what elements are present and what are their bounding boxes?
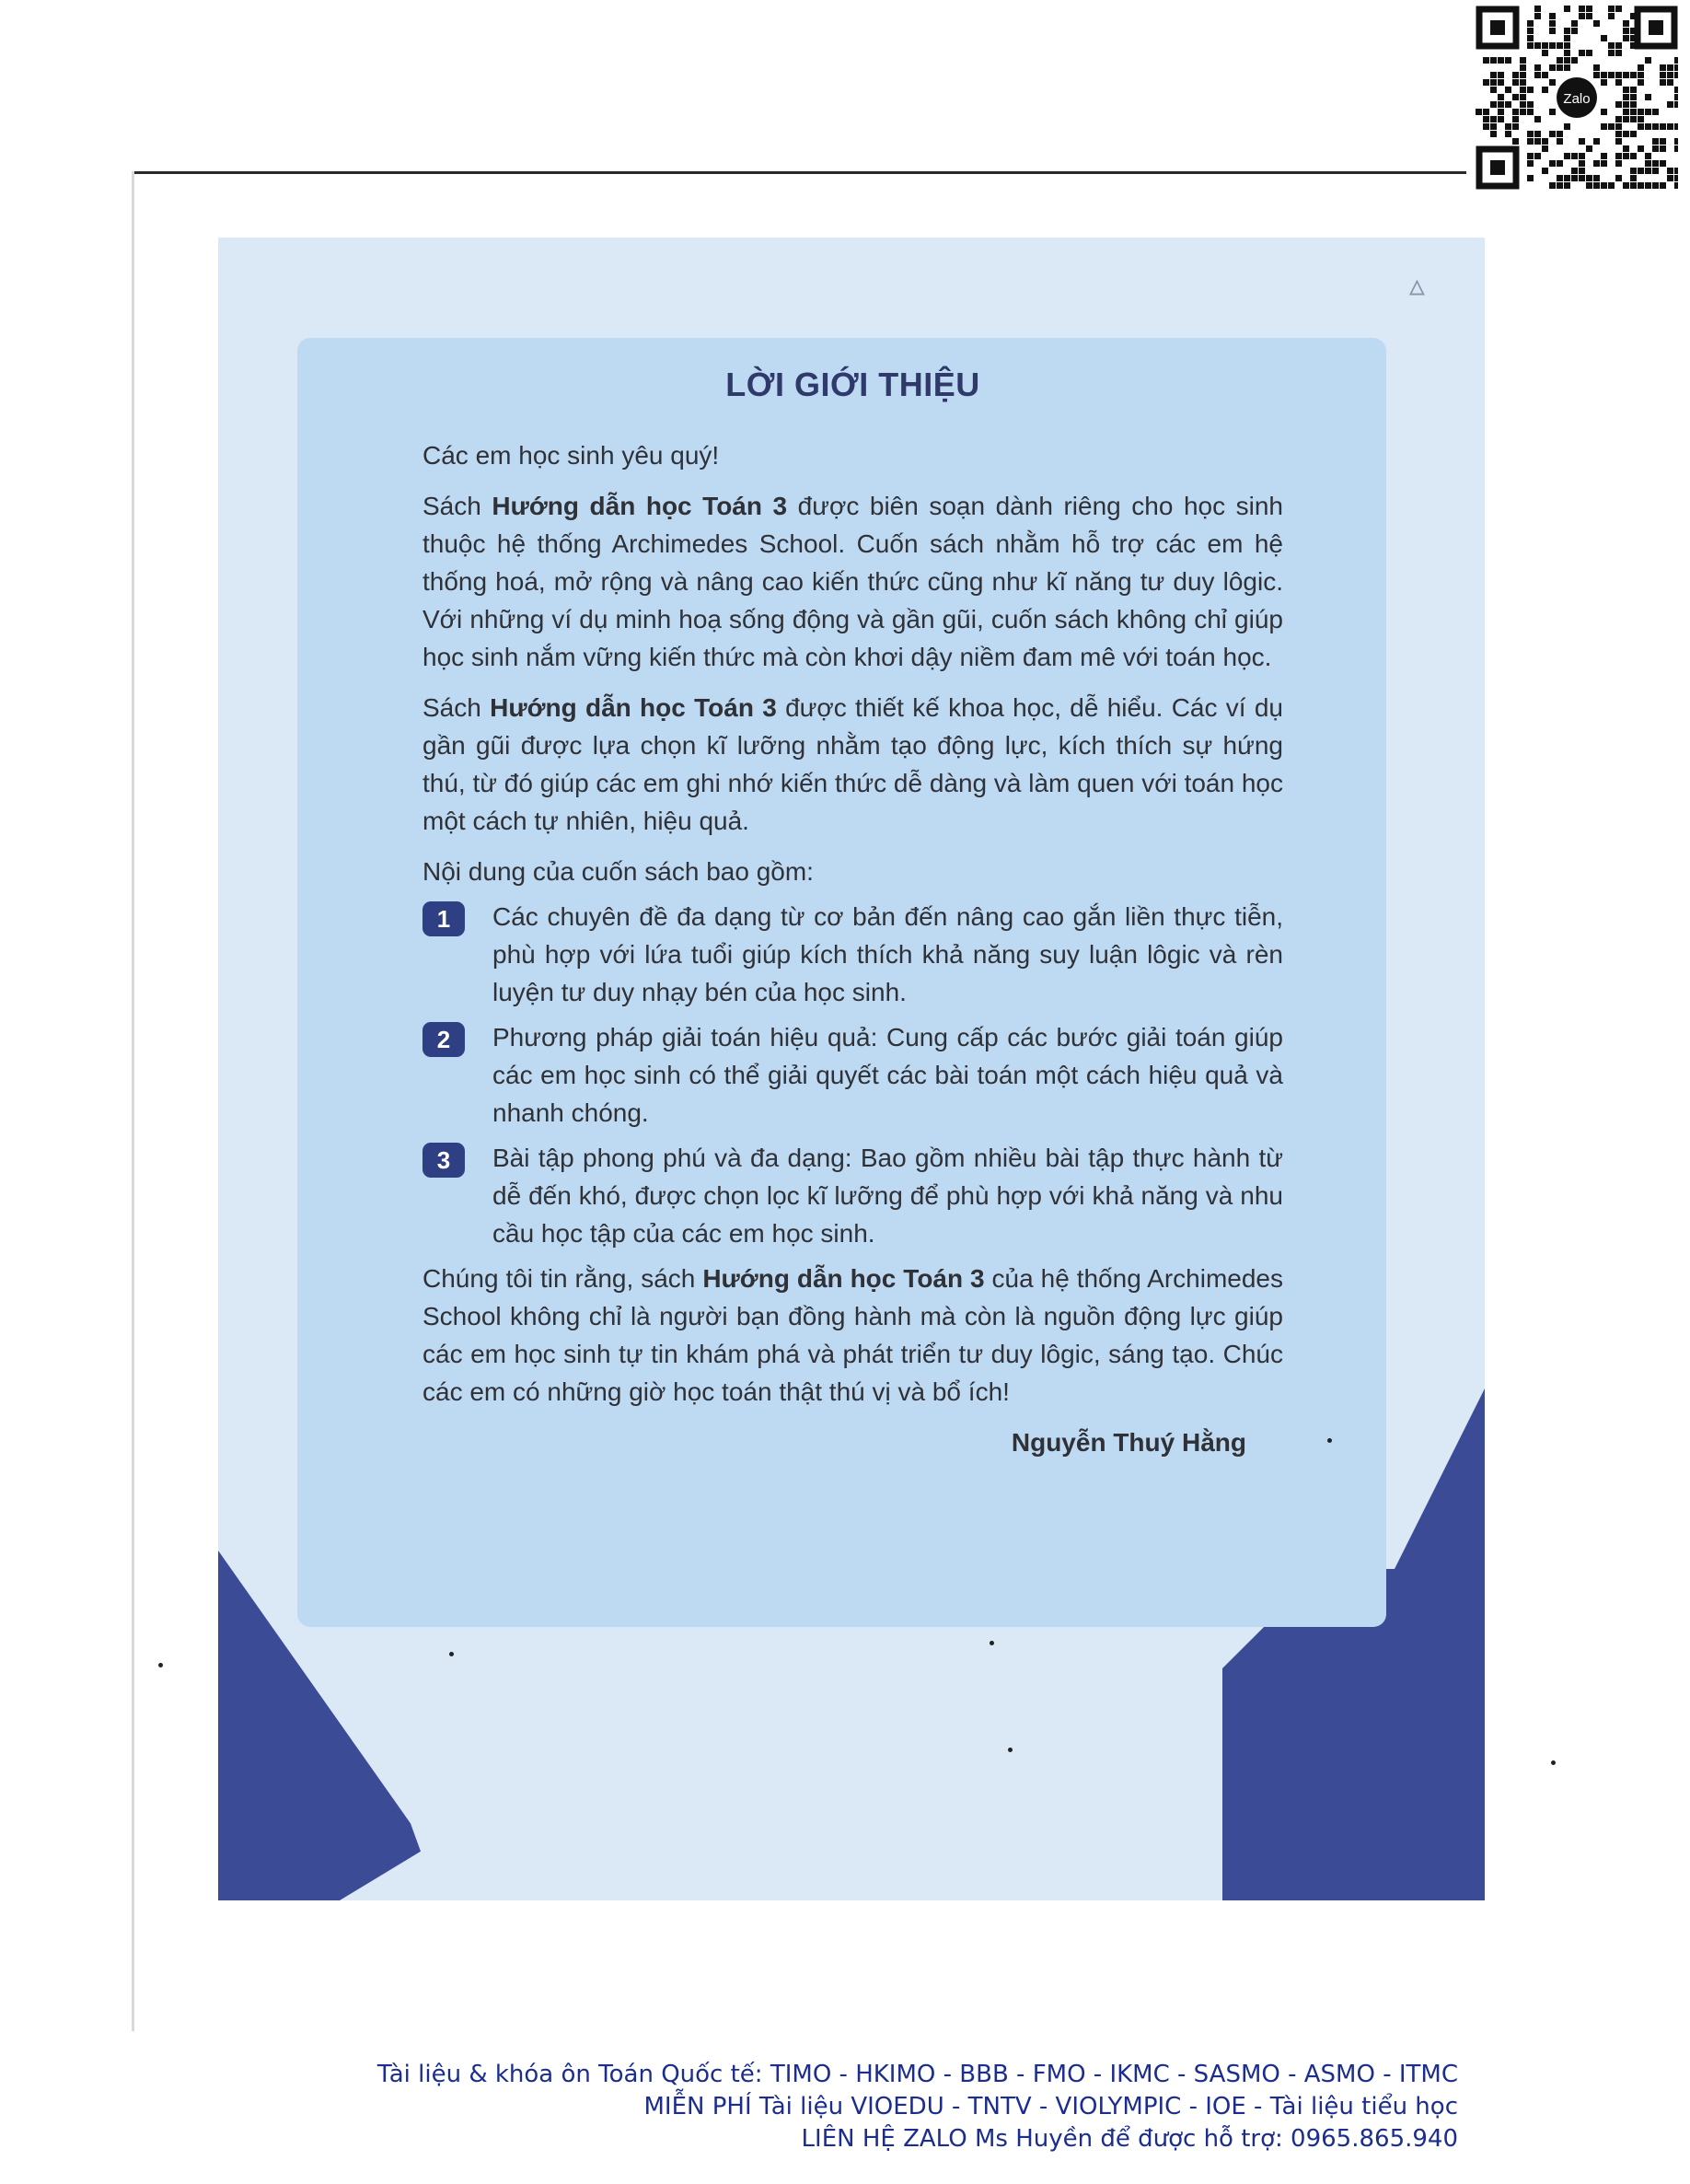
qr-module <box>1564 42 1570 49</box>
qr-module <box>1615 123 1622 130</box>
qr-module <box>1674 101 1678 108</box>
qr-module <box>1490 116 1497 122</box>
qr-module <box>1527 42 1534 49</box>
qr-module <box>1527 101 1534 108</box>
qr-module <box>1534 72 1541 78</box>
closing-paragraph <box>422 1260 1283 1411</box>
qr-module <box>1601 79 1607 86</box>
qr-module <box>1557 182 1563 189</box>
qr-module <box>1527 138 1534 145</box>
qr-module <box>1593 182 1600 189</box>
qr-module <box>1586 50 1592 56</box>
qr-module <box>1549 79 1556 86</box>
qr-module <box>1483 57 1489 64</box>
scan-edge-top <box>132 171 1466 174</box>
qr-module <box>1652 123 1659 130</box>
qr-module <box>1586 6 1592 12</box>
qr-module <box>1579 175 1585 181</box>
qr-module <box>1527 175 1534 181</box>
qr-module <box>1571 28 1578 34</box>
closing-text: của hệ thống Archimedes School không chỉ là người bạn đồng hành mà còn là nguồn động lực giúp các em học sinh tự tin khám phá và phát triển tư duy lôgic, sáng tạo. Chúc các em có những giờ học toán thật thú vị và bổ ích! <box>422 1264 1284 1406</box>
qr-module <box>1483 123 1489 130</box>
qr-module <box>1498 57 1504 64</box>
qr-module <box>1505 123 1511 130</box>
qr-module <box>1652 182 1659 189</box>
qr-module <box>1638 79 1644 86</box>
qr-module <box>1549 182 1556 189</box>
corner-triangle-icon: ▵ <box>1408 267 1425 304</box>
qr-module <box>1549 28 1556 34</box>
qr-module <box>1549 42 1556 49</box>
qr-module <box>1520 57 1526 64</box>
book-title: Hướng dẫn học Toán 3 <box>492 492 788 520</box>
qr-module <box>1630 175 1637 181</box>
closing-prefix: Chúng tôi tin rằng, sách <box>422 1264 703 1293</box>
qr-module <box>1660 64 1666 71</box>
qr-module <box>1615 79 1622 86</box>
qr-module <box>1476 109 1482 115</box>
qr-module <box>1638 109 1644 115</box>
qr-module <box>1630 131 1637 137</box>
qr-module <box>1579 50 1585 56</box>
qr-module <box>1498 116 1504 122</box>
qr-module <box>1601 160 1607 167</box>
qr-module <box>1564 175 1570 181</box>
scan-speck <box>449 1652 454 1656</box>
qr-module <box>1520 79 1526 86</box>
qr-module <box>1534 153 1541 159</box>
qr-module <box>1520 101 1526 108</box>
qr-module <box>1674 123 1678 130</box>
scan-speck <box>990 1641 994 1645</box>
qr-module <box>1593 72 1600 78</box>
qr-module <box>1667 72 1673 78</box>
qr-module <box>1593 138 1600 145</box>
qr-module <box>1593 160 1600 167</box>
qr-module <box>1490 57 1497 64</box>
qr-module <box>1564 57 1570 64</box>
list-item-text: Bài tập phong phú và đa dạng: Bao gồm nhiều bài tập thực hành từ dễ đến khó, được chọn lọc kĩ lưỡng để phù hợp với khả năng và nhu cầu học tập của các em học sinh. <box>492 1144 1283 1248</box>
qr-module <box>1527 20 1534 27</box>
qr-module <box>1623 116 1629 122</box>
qr-module <box>1483 116 1489 122</box>
qr-module <box>1638 168 1644 174</box>
paragraph-2 <box>422 689 1283 840</box>
qr-module <box>1534 116 1541 122</box>
qr-module <box>1505 57 1511 64</box>
qr-module <box>1615 50 1622 56</box>
qr-module <box>1490 131 1497 137</box>
qr-module <box>1564 123 1570 130</box>
zalo-qr-code[interactable] <box>1476 6 1678 190</box>
qr-module <box>1579 138 1585 145</box>
qr-module <box>1593 64 1600 71</box>
qr-module <box>1579 6 1585 12</box>
qr-module <box>1512 109 1519 115</box>
qr-module <box>1586 175 1592 181</box>
qr-module <box>1579 168 1585 174</box>
qr-module <box>1586 13 1592 19</box>
qr-module <box>1615 101 1622 108</box>
qr-module <box>1527 109 1534 115</box>
qr-module <box>1571 175 1578 181</box>
qr-module <box>1549 109 1556 115</box>
qr-module <box>1630 153 1637 159</box>
qr-module <box>1630 116 1637 122</box>
qr-module <box>1534 6 1541 12</box>
list-item <box>422 1139 1283 1252</box>
qr-module <box>1498 101 1504 108</box>
qr-module <box>1512 116 1519 122</box>
qr-module <box>1490 101 1497 108</box>
qr-module <box>1498 79 1504 86</box>
qr-module <box>1608 42 1615 49</box>
qr-module <box>1490 87 1497 93</box>
qr-module <box>1542 145 1548 152</box>
qr-module <box>1601 182 1607 189</box>
qr-module <box>1549 131 1556 137</box>
qr-module <box>1623 35 1629 41</box>
qr-module <box>1667 101 1673 108</box>
qr-module <box>1630 101 1637 108</box>
qr-module <box>1660 145 1666 152</box>
qr-module <box>1564 28 1570 34</box>
qr-module <box>1483 79 1489 86</box>
qr-module <box>1601 35 1607 41</box>
qr-module <box>1601 123 1607 130</box>
qr-module <box>1542 50 1548 56</box>
qr-module <box>1542 72 1548 78</box>
qr-module <box>1623 72 1629 78</box>
qr-module <box>1615 175 1622 181</box>
qr-module <box>1652 160 1659 167</box>
qr-module <box>1652 138 1659 145</box>
number-badge: 1 <box>422 901 465 936</box>
qr-module <box>1674 94 1678 100</box>
qr-module <box>1571 168 1578 174</box>
qr-module <box>1623 145 1629 152</box>
qr-module <box>1557 64 1563 71</box>
qr-module <box>1638 145 1644 152</box>
qr-module <box>1512 138 1519 145</box>
qr-module <box>1564 6 1570 12</box>
qr-module <box>1549 13 1556 19</box>
qr-module <box>1571 153 1578 159</box>
qr-module <box>1579 153 1585 159</box>
qr-module <box>1660 72 1666 78</box>
qr-module <box>1615 153 1622 159</box>
qr-module <box>1549 20 1556 27</box>
book-title: Hướng dẫn học Toán 3 <box>490 693 777 722</box>
qr-module <box>1645 57 1651 64</box>
qr-module <box>1615 160 1622 167</box>
qr-module <box>1623 28 1629 34</box>
qr-module <box>1645 168 1651 174</box>
para2-prefix: Sách <box>422 693 491 722</box>
qr-module <box>1601 153 1607 159</box>
qr-module <box>1667 168 1673 174</box>
qr-module <box>1645 109 1651 115</box>
qr-module <box>1512 123 1519 130</box>
scan-speck <box>1551 1760 1556 1765</box>
qr-module <box>1534 42 1541 49</box>
qr-module <box>1490 72 1497 78</box>
scan-edge-left <box>132 171 134 2031</box>
qr-module <box>1527 35 1534 41</box>
footer-line-2: MIỄN PHÍ Tài liệu VIOEDU - TNTV - VIOLYMPIC - IOE - Tài liệu tiểu học <box>643 2093 1458 2120</box>
para2-text: được thiết kế khoa học, dễ hiểu. Các ví dụ gần gũi được lựa chọn kĩ lưỡng nhằm tạo động lực, kích thích sự hứng thú, từ đó giúp các em ghi nhớ kiến thức dễ dàng và làm quen với toán học một cách tự nhiên, hiệu quả. <box>422 693 1283 835</box>
qr-module <box>1512 94 1519 100</box>
qr-module <box>1667 79 1673 86</box>
qr-module <box>1615 42 1622 49</box>
qr-module <box>1520 64 1526 71</box>
number-badge: 2 <box>422 1022 465 1057</box>
qr-module <box>1638 72 1644 78</box>
qr-module <box>1674 182 1678 189</box>
qr-module <box>1608 182 1615 189</box>
qr-module <box>1557 138 1563 145</box>
qr-module <box>1630 182 1637 189</box>
qr-module <box>1571 57 1578 64</box>
qr-module <box>1674 72 1678 78</box>
qr-module <box>1623 109 1629 115</box>
qr-module <box>1542 87 1548 93</box>
qr-module <box>1623 87 1629 93</box>
qr-module <box>1534 131 1541 137</box>
qr-module <box>1564 35 1570 41</box>
qr-module <box>1527 87 1534 93</box>
qr-module <box>1571 20 1578 27</box>
qr-module <box>1512 79 1519 86</box>
qr-module <box>1638 64 1644 71</box>
qr-module <box>1623 101 1629 108</box>
qr-module <box>1615 72 1622 78</box>
qr-module <box>1512 72 1519 78</box>
qr-module <box>1534 64 1541 71</box>
qr-module <box>1498 72 1504 78</box>
qr-module <box>1674 64 1678 71</box>
qr-module <box>1557 57 1563 64</box>
qr-module <box>1660 138 1666 145</box>
qr-module <box>1564 182 1570 189</box>
qr-module <box>1623 153 1629 159</box>
intro-content <box>422 366 1283 1461</box>
qr-module <box>1652 168 1659 174</box>
qr-module <box>1498 109 1504 115</box>
qr-module <box>1630 87 1637 93</box>
qr-module <box>1615 116 1622 122</box>
qr-module <box>1564 64 1570 71</box>
list-intro: Nội dung của cuốn sách bao gồm: <box>422 857 814 886</box>
book-title: Hướng dẫn học Toán 3 <box>702 1264 985 1293</box>
qr-module <box>1505 101 1511 108</box>
qr-module <box>1505 87 1511 93</box>
qr-module <box>1674 175 1678 181</box>
qr-module <box>1638 123 1644 130</box>
qr-module <box>1527 131 1534 137</box>
qr-module <box>1615 6 1622 12</box>
qr-module <box>1564 50 1570 56</box>
scan-speck <box>1008 1748 1013 1752</box>
para1-text: được biên soạn dành riêng cho học sinh thuộc hệ thống Archimedes School. Cuốn sách nhằm hỗ trợ các em hệ thống hoá, mở rộng và nâng cao kiến thức cũng như kĩ năng tư duy lôgic. Với những ví dụ minh hoạ sống động và gần gũi, cuốn sách không chỉ giúp học sinh nắm vững kiến thức mà còn khơi dậy niềm đam mê với toán học. <box>422 492 1283 671</box>
qr-module <box>1667 123 1673 130</box>
qr-module <box>1667 64 1673 71</box>
qr-module <box>1630 94 1637 100</box>
qr-module <box>1630 72 1637 78</box>
qr-module <box>1674 87 1678 93</box>
qr-module <box>1623 20 1629 27</box>
qr-module <box>1660 182 1666 189</box>
qr-module <box>1615 138 1622 145</box>
qr-module <box>1623 182 1629 189</box>
qr-module <box>1527 160 1534 167</box>
qr-module <box>1645 153 1651 159</box>
number-badge: 3 <box>422 1143 465 1178</box>
greeting: Các em học sinh yêu quý! <box>422 441 720 470</box>
qr-module <box>1674 138 1678 145</box>
qr-module <box>1557 175 1563 181</box>
footer-ad <box>377 2059 1458 2155</box>
qr-module <box>1490 79 1497 86</box>
qr-module <box>1645 123 1651 130</box>
qr-module <box>1542 168 1548 174</box>
qr-module <box>1601 109 1607 115</box>
qr-module <box>1505 131 1511 137</box>
qr-module <box>1608 72 1615 78</box>
qr-module <box>1564 153 1570 159</box>
qr-module <box>1527 28 1534 34</box>
qr-module <box>1534 138 1541 145</box>
list-item <box>422 1018 1283 1132</box>
qr-module <box>1593 20 1600 27</box>
para1-prefix: Sách <box>422 492 492 520</box>
footer-line-3[interactable]: LIÊN HỆ ZALO Ms Huyền để được hỗ trợ: 0965.865.940 <box>801 2125 1458 2153</box>
qr-module <box>1601 72 1607 78</box>
list-item-text: Phương pháp giải toán hiệu quả: Cung cấp các bước giải toán giúp các em học sinh có thể giải quyết các bài toán một cách hiệu quả và nhanh chóng. <box>492 1023 1283 1127</box>
list-item-text: Các chuyên đề đa dạng từ cơ bản đến nâng cao gắn liền thực tiễn, phù hợp với lứa tuổi giúp kích thích khả năng suy luận lôgic và rèn luyện tư duy nhạy bén của học sinh. <box>492 902 1283 1006</box>
scan-speck <box>158 1663 163 1667</box>
qr-module <box>1608 50 1615 56</box>
content-list <box>422 898 1283 1252</box>
qr-module <box>1579 13 1585 19</box>
qr-module <box>1623 131 1629 137</box>
qr-module <box>1527 153 1534 159</box>
qr-module <box>1542 42 1548 49</box>
qr-module <box>1674 168 1678 174</box>
qr-module <box>1630 109 1637 115</box>
list-item <box>422 898 1283 1011</box>
qr-module <box>1645 160 1651 167</box>
qr-module <box>1608 13 1615 19</box>
qr-module <box>1660 160 1666 167</box>
qr-module <box>1520 87 1526 93</box>
qr-module <box>1608 123 1615 130</box>
qr-module <box>1520 94 1526 100</box>
qr-module <box>1542 138 1548 145</box>
qr-module <box>1593 175 1600 181</box>
qr-module <box>1652 145 1659 152</box>
qr-module <box>1557 160 1563 167</box>
qr-module <box>1557 42 1563 49</box>
qr-module <box>1645 182 1651 189</box>
scan-speck <box>1327 1438 1332 1443</box>
qr-module <box>1534 13 1541 19</box>
paragraph-1 <box>422 487 1283 676</box>
qr-module <box>1586 182 1592 189</box>
qr-module <box>1623 94 1629 100</box>
qr-module <box>1645 94 1651 100</box>
qr-module <box>1520 109 1526 115</box>
qr-module <box>1660 79 1666 86</box>
qr-module <box>1549 64 1556 71</box>
qr-module <box>1667 175 1673 181</box>
qr-module <box>1660 123 1666 130</box>
zalo-logo-label: Zalo <box>1563 91 1591 107</box>
qr-module <box>1652 109 1659 115</box>
qr-module <box>1549 160 1556 167</box>
qr-module <box>1638 116 1644 122</box>
qr-module <box>1483 109 1489 115</box>
qr-module <box>1586 145 1592 152</box>
qr-module <box>1638 182 1644 189</box>
qr-module <box>1674 57 1678 64</box>
footer-line-1: Tài liệu & khóa ôn Toán Quốc tế: TIMO - HKIMO - BBB - FMO - IKMC - SASMO - ASMO - ITMC <box>376 2061 1458 2088</box>
qr-module <box>1630 168 1637 174</box>
qr-module <box>1557 131 1563 137</box>
qr-module <box>1608 6 1615 12</box>
qr-module <box>1674 145 1678 152</box>
qr-module <box>1520 72 1526 78</box>
author-signature: Nguyễn Thuý Hằng <box>1011 1428 1246 1457</box>
qr-module <box>1490 123 1497 130</box>
qr-module <box>1498 94 1504 100</box>
qr-module <box>1615 131 1622 137</box>
page-title: LỜI GIỚI THIỆU <box>725 366 980 403</box>
qr-module <box>1579 160 1585 167</box>
